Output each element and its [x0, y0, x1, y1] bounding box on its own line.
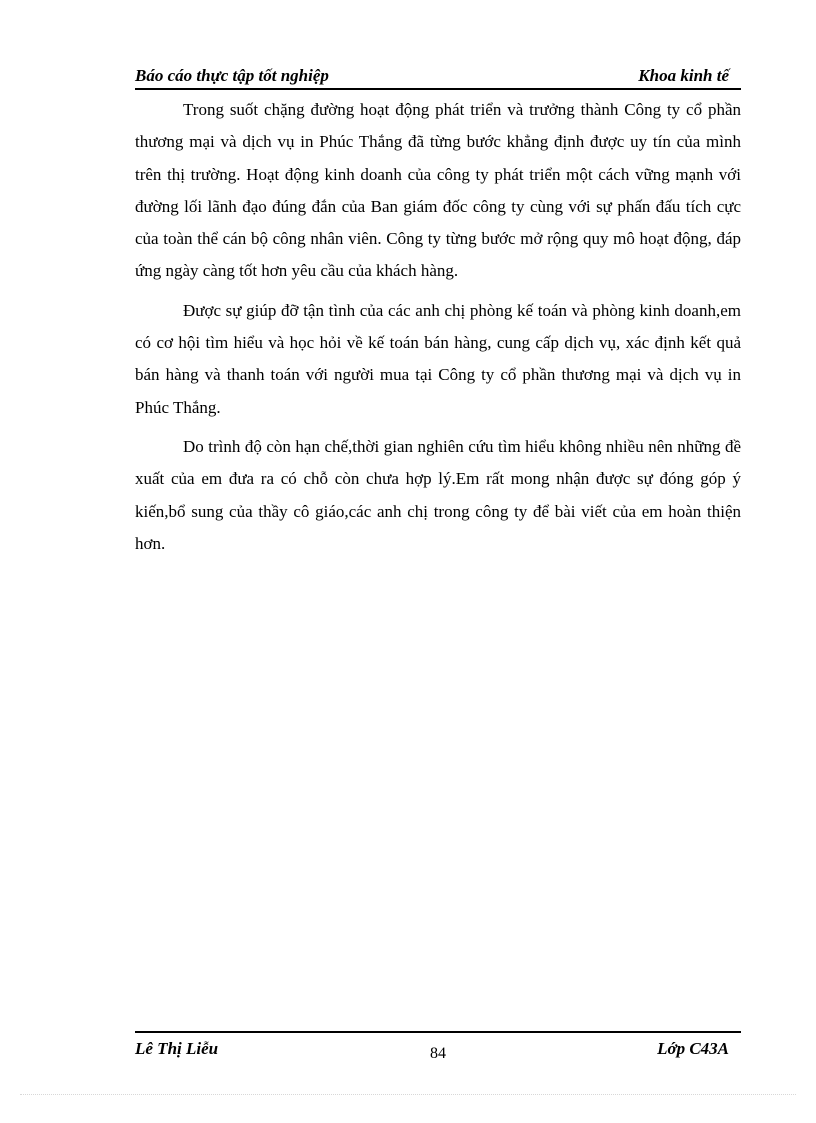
header-faculty: Khoa kinh tế	[638, 66, 729, 85]
footer-class: Lớp C43A	[657, 1039, 729, 1058]
header-report-title: Báo cáo thực tập tốt nghiệp	[135, 66, 329, 85]
paragraph-company-growth: Trong suốt chặng đường hoạt động phát triển và trưởng thành Công ty cổ phần thương mại và dịch vụ in Phúc Thắng đã từng bước khẳng định được uy tín của mình trên thị trường. Hoạt động kinh doanh của công ty phát triển một cách vững mạnh với đường lối lãnh đạo đúng đắn của Ban giám đốc công ty cùng với sự phấn đấu tích cực của toàn thể cán bộ công nhân viên. Công ty từng bước mở rộng quy mô hoạt động, đáp ứng ngày càng tốt hơn yêu cầu của khách hàng.	[135, 100, 741, 281]
page-number: 84	[430, 1045, 446, 1062]
paragraph-limitations: Do trình độ còn hạn chế,thời gian nghiên cứu tìm hiểu không nhiều nên những đề xuất của em đưa ra có chỗ còn chưa hợp lý.Em rất mong nhận được sự đóng góp ý kiến,bổ sung của thầy cô giáo,các anh chị trong công ty để bài viết của em hoàn thiện hơn.	[135, 436, 741, 553]
paragraph-acknowledgement: Được sự giúp đỡ tận tình của các anh chị phòng kế toán và phòng kinh doanh,em có cơ hội tìm hiểu và học hỏi về kế toán bán hàng, cung cấp dịch vụ, xác định kết quả bán hàng và thanh toán với người mua tại Công ty cổ phần thương mại và dịch vụ in Phúc Thắng.	[135, 300, 741, 417]
document-body	[135, 94, 741, 567]
page-footer	[135, 1031, 741, 1073]
page-header	[135, 64, 741, 90]
footer-author: Lê Thị Liễu	[135, 1039, 219, 1058]
page-edge-divider	[20, 1094, 796, 1095]
